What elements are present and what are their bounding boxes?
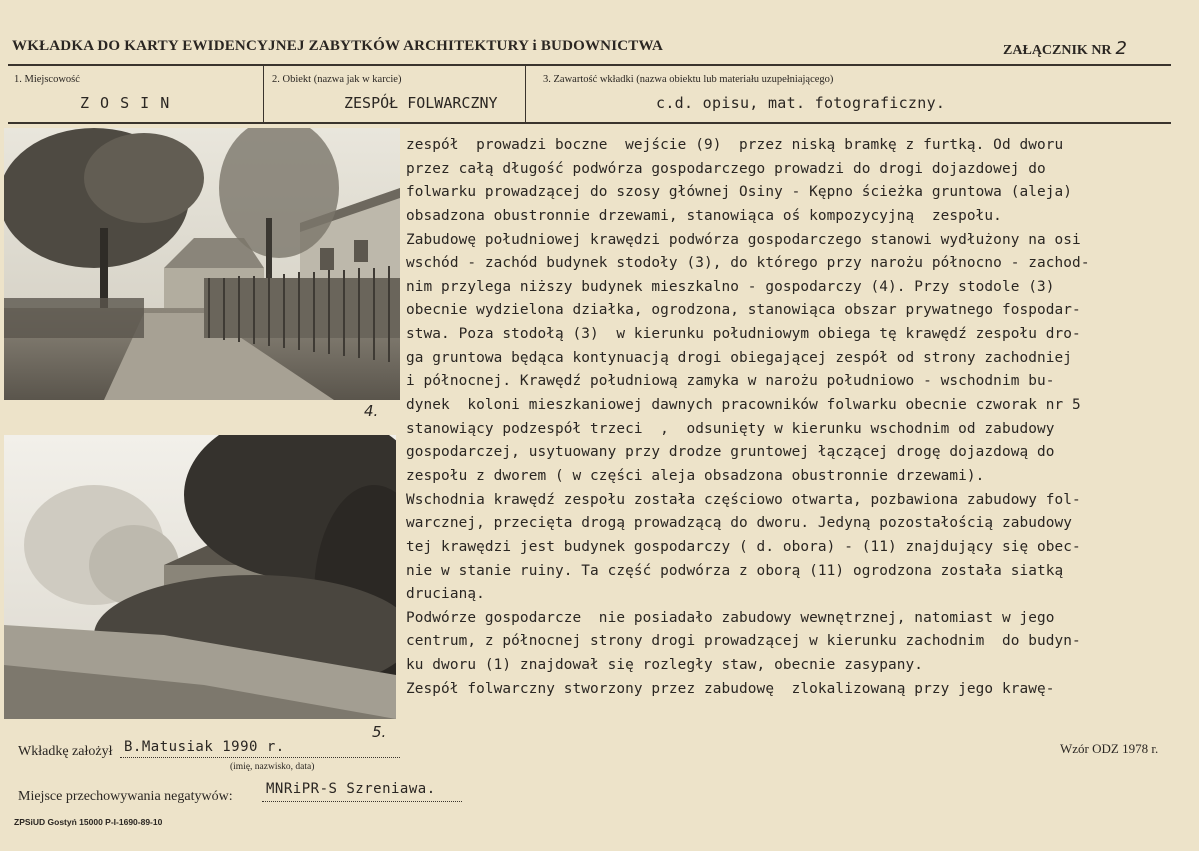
- text-line: Zespół folwarczny stworzony przez zabudowę zlokalizowaną przy jego krawę-: [406, 680, 1055, 697]
- text-line: przez całą długość podwórza gospodarczego prowadzi do drogi dojazdowej do: [406, 160, 1046, 177]
- text-line: wschód - zachód budynek stodoły (3), do którego przy narożu północno - zachod-: [406, 255, 1090, 272]
- text-line: tej krawędzi jest budynek gospodarczy ( d. obora) - (11) znajdujący się obec-: [406, 538, 1081, 555]
- locality-value: Z O S I N: [80, 94, 171, 112]
- founded-label: Wkładkę założył: [18, 744, 113, 759]
- negatives-label: Miejsce przechowywania negatywów:: [18, 789, 233, 804]
- founded-hint: (imię, nazwisko, data): [230, 762, 315, 772]
- locality-label: 1. Miejscowość: [14, 74, 80, 85]
- text-line: centrum, z północnej strony drogi prowadzącej w kierunku zachodnim do budyn-: [406, 633, 1081, 650]
- negatives-dotted-line: [262, 801, 462, 802]
- fields-bottom-rule: [8, 122, 1171, 124]
- photo-5-image: [4, 435, 396, 719]
- text-line: zespołu z dworem ( w części aleja obsadzona obustronnie drzewami).: [406, 467, 985, 484]
- photo-4-image: [4, 128, 400, 400]
- text-line: stwa. Poza stodołą (3) w kierunku południowym obiega tę krawędź zespołu dro-: [406, 326, 1081, 343]
- header-rule: [8, 64, 1171, 66]
- template-note: Wzór ODZ 1978 r.: [1060, 741, 1159, 756]
- field-divider-2: [525, 64, 526, 122]
- text-line: obecnie wydzielona działka, ogrodzona, stanowiąca obszar prywatnego fospodar-: [406, 302, 1081, 319]
- annex-label-text: ZAŁĄCZNIK NR: [1003, 43, 1112, 58]
- text-line: drucianą.: [406, 586, 485, 603]
- text-line: i północnej. Krawędź południową zamyka w narożu południowo - wschodnim bu-: [406, 373, 1055, 390]
- text-line: gospodarczej, usytuowany przy drodze gruntowej łączącej drogę dojazdową do: [406, 444, 1055, 461]
- founded-value: B.Matusiak 1990 r.: [124, 739, 285, 755]
- text-line: stanowiący podzespół trzeci , odsunięty w kierunku wschodnim od zabudowy: [406, 420, 1055, 437]
- card-title: WKŁADKA DO KARTY EWIDENCYJNEJ ZABYTKÓW ARCHITEKTURY i BUDOWNICTWA: [12, 38, 664, 54]
- object-label: 2. Obiekt (nazwa jak w karcie): [272, 74, 402, 85]
- text-line: obsadzona obustronnie drzewami, stanowiąca oś kompozycyjną zespołu.: [406, 207, 1002, 224]
- text-line: dynek koloni mieszkaniowej dawnych pracowników folwarku obecnie czworak nr 5: [406, 397, 1081, 414]
- description-text: [406, 134, 1192, 701]
- founded-dotted-line: [120, 757, 400, 758]
- text-line: warcznej, przecięta drogą prowadzącą do dworu. Jedyną pozostałością zabudowy: [406, 515, 1073, 532]
- annex-number: 2: [1115, 38, 1127, 59]
- object-value: ZESPÓŁ FOLWARCZNY: [344, 94, 498, 112]
- text-line: nie w stanie ruiny. Ta część podwórza z oborą (11) ogrodzona została siatką: [406, 562, 1064, 579]
- photo-4: [4, 128, 400, 400]
- annex-label: [1003, 38, 1127, 59]
- text-line: ku dworu (1) znajdował się rozległy staw, obecnie zasypany.: [406, 657, 924, 674]
- text-line: ga gruntowa będąca kontynuacją drogi obiegającej zespół od strony zachodniej: [406, 349, 1073, 366]
- negatives-value: MNRiPR-S Szreniawa.: [266, 781, 436, 797]
- text-line: Wschodnia krawędź zespołu została częściowo otwarta, pozbawiona zabudowy fol-: [406, 491, 1081, 508]
- content-label: 3. Zawartość wkładki (nazwa obiektu lub materiału uzupełniającego): [543, 74, 834, 85]
- photo-4-number: 4.: [364, 402, 379, 420]
- text-line: nim przylega niższy budynek mieszkalno - gospodarczy (4). Przy stodole (3): [406, 278, 1055, 295]
- content-value: c.d. opisu, mat. fotograficzny.: [656, 94, 946, 112]
- print-note: ZPSiUD Gostyń 15000 P-I-1690-89-10: [14, 817, 163, 827]
- text-line: folwarku prowadzącej do szosy głównej Osiny - Kępno ścieżka gruntowa (aleja): [406, 184, 1073, 201]
- text-line: Podwórze gospodarcze nie posiadało zabudowy wewnętrznej, natomiast w jego: [406, 609, 1055, 626]
- text-line: zespół prowadzi boczne wejście (9) przez niską bramkę z furtką. Od dworu: [406, 137, 1064, 153]
- photo-5-number: 5.: [372, 723, 387, 741]
- photo-5: [4, 435, 396, 719]
- field-divider-1: [263, 64, 264, 122]
- text-line: Zabudowę południowej krawędzi podwórza gospodarczego stanowi wydłużony na osi: [406, 231, 1081, 248]
